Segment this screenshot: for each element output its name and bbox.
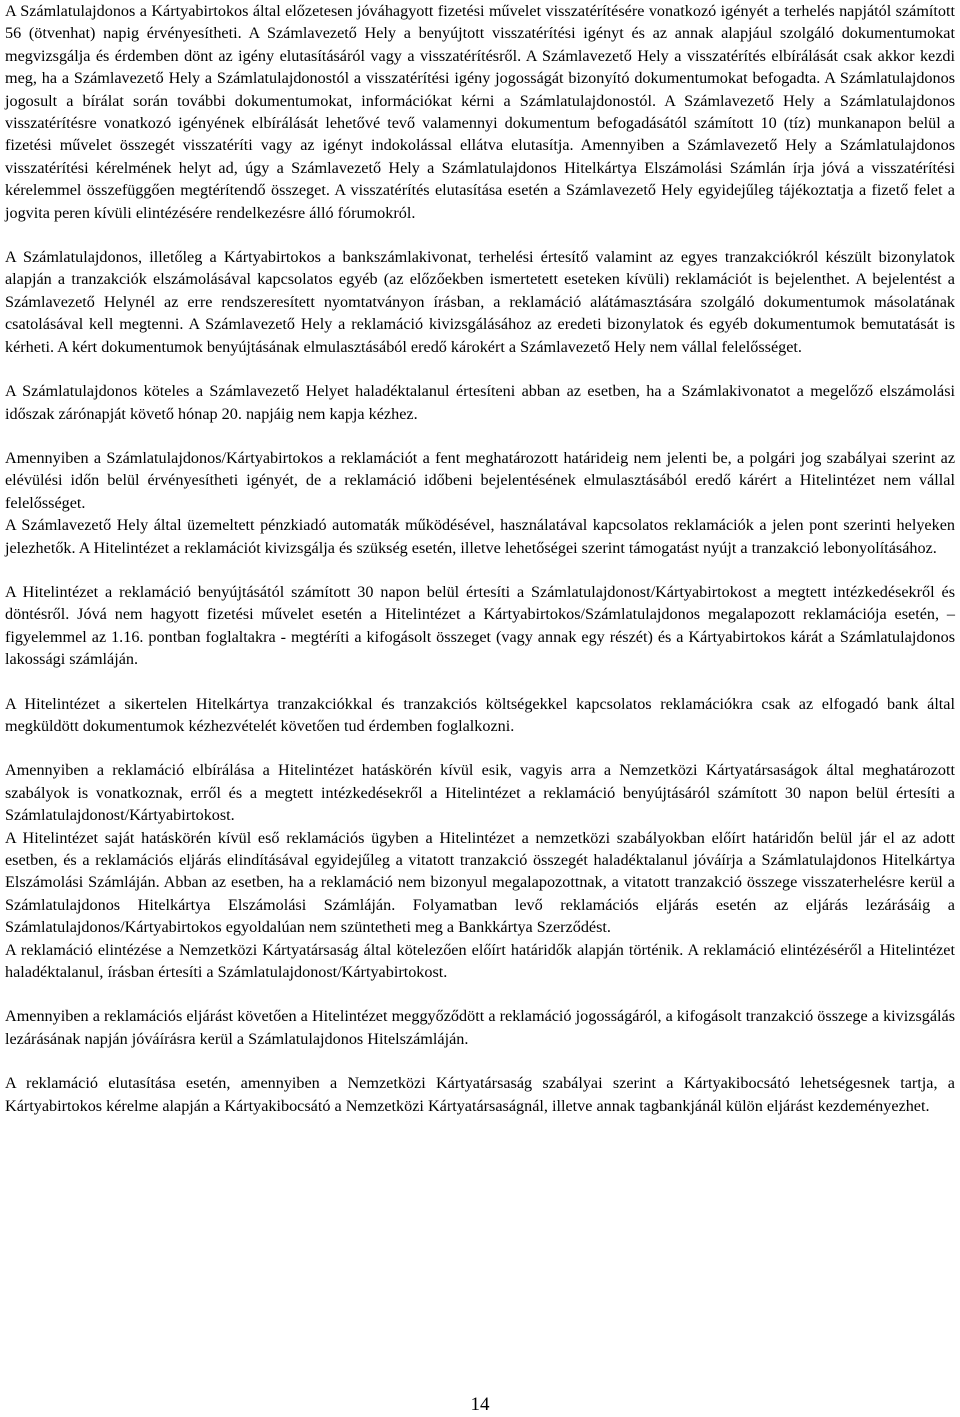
paragraph-9: A Hitelintézet saját hatáskörén kívül eső reklamációs ügyben a Hitelintézet a nemzetközi szabályokban előírt határidőn belül jár el az adott esetben, és a reklamációs eljárás elindításával egyidejűleg a vitatott tranzakció összegét haladéktalanul jóváírja a Számlatulajdonos Hitelkártya Elszámolási Számláján. Abban az esetben, ha a reklamáció nem bizonyul megalapozottnak, a vitatott tranzakció összege visszaterhelésre kerül a Számlatulajdonos Hitelkártya Elszámolási Számláján. Folyamatban levő reklamációs eljárás esetén az eljárás lezárásáig a Számlatulajdonos/Kártyabirtokos egyoldalúan nem szüntetheti meg a Bankkártya Szerződést.: [5, 828, 955, 937]
paragraph-5: A Számlavezető Hely által üzemeltett pénzkiadó automaták működésével, használatával kapcsolatos reklamációk a jelen pont szerinti helyeken jelezhetők. A Hitelintézet a reklamációt kivizsgálja és szükség esetén, illetve lehetőségei szerint támogatást nyújt a tranzakció lebonyolításához.: [5, 516, 955, 557]
paragraph-7: A Hitelintézet a sikertelen Hitelkártya tranzakciókkal és tranzakciós költségekkel kapcsolatos reklamációkra csak az elfogadó bank által megküldött dokumentumok kézhezvételét követően tud érdemben foglalkozni.: [5, 694, 955, 735]
paragraph-4: Amennyiben a Számlatulajdonos/Kártyabirtokos a reklamációt a fent meghatározott határideig nem jelenti be, a polgári jog szabályai szerint az elévülési időn belül érvényesítheti igényét, de a reklamáció időbeni bejelentésének elmulasztásából eredő kárért a Hitelintézet nem vállal felelősséget.: [5, 448, 955, 512]
paragraph-8: Amennyiben a reklamáció elbírálása a Hitelintézet hatáskörén kívül esik, vagyis arra a Nemzetközi Kártyatársaságok által meghatározott szabályok is vonatkoznak, erről és a megtett intézkedésekről a Hitelintézet a reklamáció benyújtásáról számított 30 napon belül értesíti a Számlatulajdonost/Kártyabirtokost.: [5, 761, 955, 825]
paragraph-12: A reklamáció elutasítása esetén, amennyiben a Nemzetközi Kártyatársaság szabályai szerint a Kártyakibocsátó lehetségesnek tartja, a Kártyabirtokos kérelme alapján a Kártyakibocsátó a Nemzetközi Kártyatársaságnál, illetve annak tagbankjánál külön eljárást kezdeményezhet.: [5, 1074, 955, 1115]
paragraph-11: Amennyiben a reklamációs eljárást követően a Hitelintézet meggyőződött a reklamáció jogosságáról, a kifogásolt tranzakció összege a kivizsgálás lezárásának napján jóváírásra kerül a Számlatulajdonos Hitelszámláján.: [5, 1007, 955, 1048]
paragraph-1: A Számlatulajdonos a Kártyabirtokos által előzetesen jóváhagyott fizetési művelet visszatérítésére vonatkozó igényét a terhelés napjától számított 56 (ötvenhat) napig érvényesítheti. A Számlavezető Hely a benyújtott visszatérítési igényt és az annak alapjául szolgáló dokumentumokat megvizsgálja és érdemben dönt az igény elutasításáról vagy a visszatérítésről. A Számlavezető Hely a visszatérítés elbírálását csak akkor kezdi meg, ha a Számlavezető Hely a Számlatulajdonostól a visszatérítési igény jogosságát bizonyító dokumentumokat befogadta. A Számlatulajdonos jogosult a bírálat során további dokumentumokat, információkat kérni a Számlatulajdonostól. A Számlavezető Hely a Számlatulajdonos visszatérítésre vonatkozó igényének elbírálását lehetővé tevő valamennyi dokumentum befogadásától számított 10 (tíz) munkanapon belül a fizetési művelet összegét visszatéríti vagy az igényt indokolással ellátva elutasítja. Amennyiben a Számlavezető Hely a Számlatulajdonos visszatérítési kérelmének helyt ad, úgy a Számlavezető Hely a Számlatulajdonos Hitelkártya Elszámolási Számlán írja jóvá a visszatérítési kérelemmel összefüggően megtérítendő összeget. A visszatérítés elutasítása esetén a Számlavezető Hely egyidejűleg tájékoztatja a fizető felet a jogvita peren kívüli elintézésére rendelkezésre álló fórumokról.: [5, 2, 955, 222]
paragraph-3: A Számlatulajdonos köteles a Számlavezető Helyet haladéktalanul értesíteni abban az esetben, ha a Számlakivonatot a megelőző elszámolási időszak zárónapját követő hónap 20. napjáig nem kapja kézhez.: [5, 382, 955, 423]
paragraph-6: A Hitelintézet a reklamáció benyújtásától számított 30 napon belül értesíti a Számlatulajdonost/Kártyabirtokost a megtett intézkedésekről és döntésről. Jóvá nem hagyott fizetési művelet esetén a Hitelintézet a Kártyabirtokos/Számlatulajdonos megalapozott reklamációja esetén, – figyelemmel az 1.16. pontban foglaltakra - megtéríti a kifogásolt összeget (vagy annak egy részét) és a Kártyabirtokos kárát a Számlatulajdonos lakossági számláján.: [5, 582, 955, 669]
paragraph-2: A Számlatulajdonos, illetőleg a Kártyabirtokos a bankszámlakivonat, terhelési értesítő valamint az egyes tranzakciókról készült bizonylatok alapján a tranzakciók elszámolásával kapcsolatos egyéb (az előzőekben ismertetett eseteken kívüli) reklamációt is bejelenthet. A bejelentést a Számlavezető Helynél az erre rendszeresített nyomtatványon írásban, a reklamáció alátámasztására szolgáló dokumentumok másolatának csatolásával kell megtenni. A Számlavezető Hely a reklamáció kivizsgálásához az eredeti bizonylatok és egyéb dokumentumok bemutatását is kérheti. A kért dokumentumok benyújtásának elmulasztásából eredő károkért a Számlavezető Hely nem vállal felelősséget.: [5, 248, 955, 356]
document-body: [5, 0, 955, 1117]
page-number: 14: [470, 1394, 490, 1415]
paragraph-10: A reklamáció elintézése a Nemzetközi Kártyatársaság által kötelezően előírt határidők alapján történik. A reklamáció elintézéséről a Hitelintézet haladéktalanul, írásban értesíti a Számlatulajdonost/Kártyabirtokost.: [5, 940, 955, 982]
